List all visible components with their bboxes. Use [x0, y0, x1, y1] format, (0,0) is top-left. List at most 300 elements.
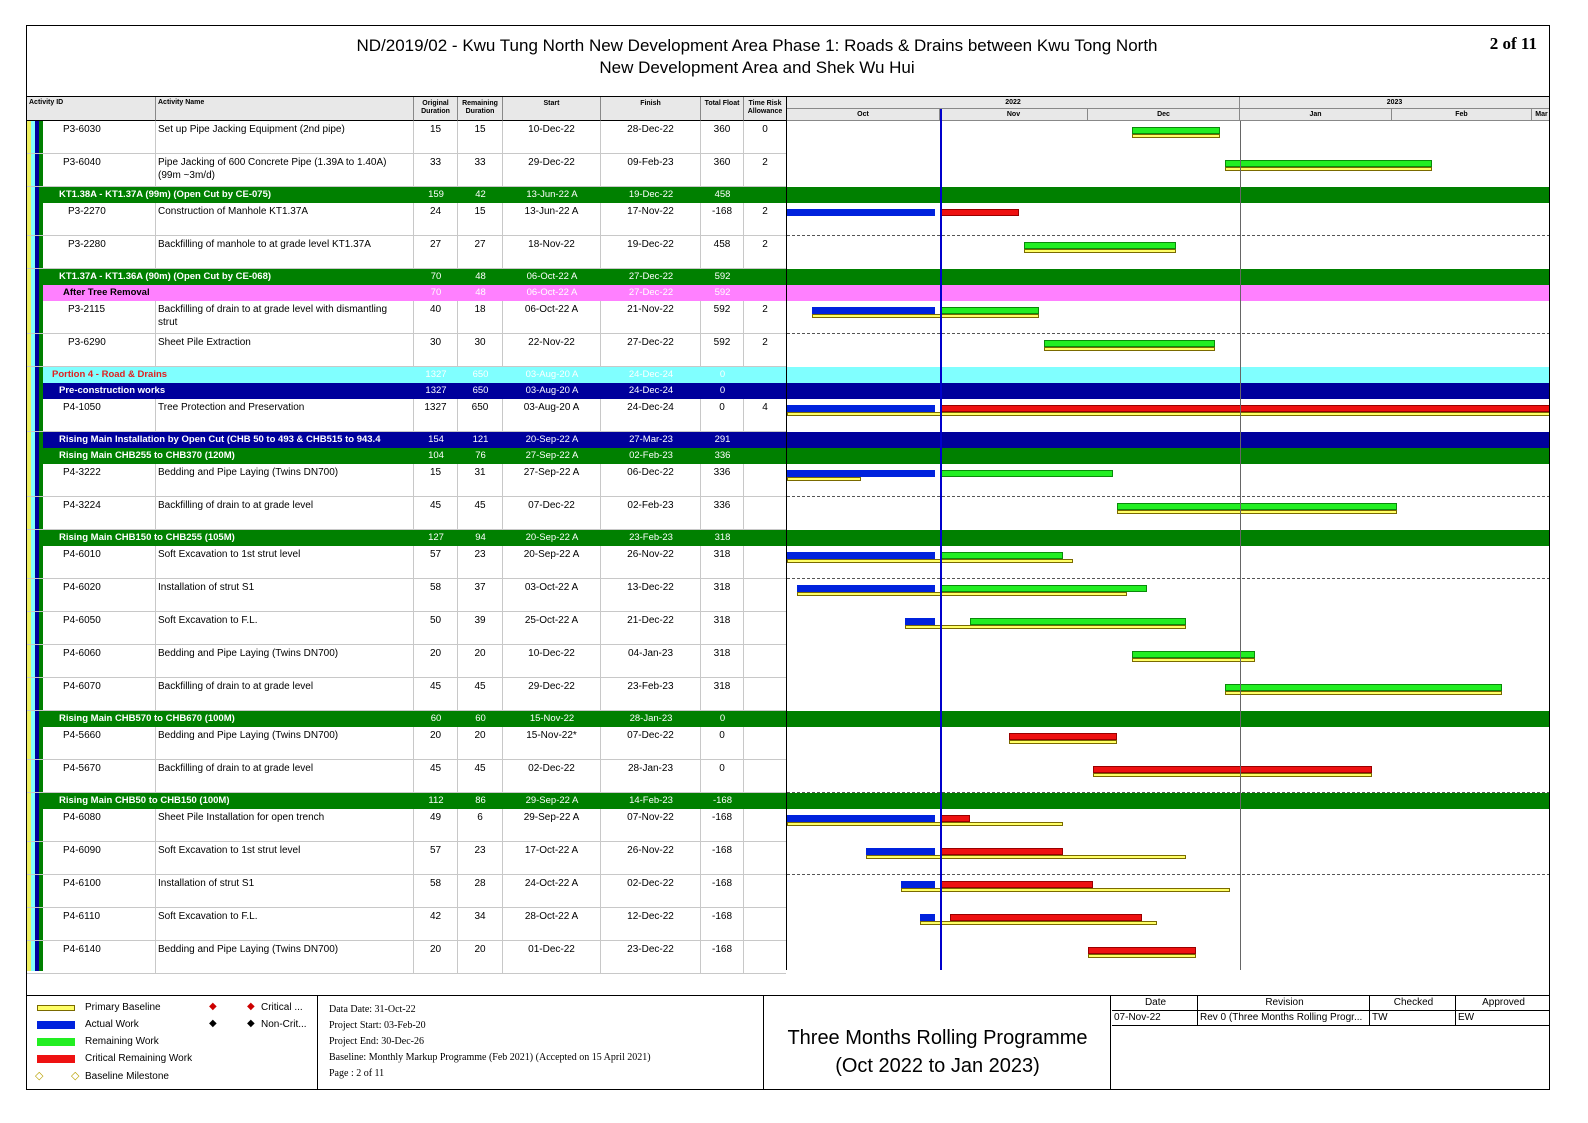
activity-id: P4-6010: [63, 546, 156, 578]
gantt-wbs-band: [787, 793, 1549, 809]
footer: [27, 995, 1549, 1089]
wbs-finish: 23-Feb-23: [629, 532, 673, 543]
activity-row[interactable]: [27, 546, 786, 579]
wbs-tf: 0: [719, 713, 726, 724]
start-date: 10-Dec-22: [503, 121, 601, 153]
revision-table: [1112, 996, 1549, 1090]
critical-milestone-icon: ◆: [209, 1001, 217, 1012]
remaining-duration: 20: [458, 645, 503, 677]
total-float: -168: [701, 809, 744, 841]
remaining-duration: 45: [458, 678, 503, 710]
legend-actual-work: [27, 1018, 207, 1032]
col-header-activity-name[interactable]: Activity Name: [156, 97, 414, 121]
col-header-original-duration[interactable]: Original Duration: [414, 97, 458, 121]
time-risk-allowance: 2: [762, 239, 768, 250]
primary-baseline-bar[interactable]: [787, 477, 861, 481]
legend-label: Actual Work: [85, 1019, 139, 1030]
remaining-work-bar[interactable]: [1132, 127, 1220, 134]
activity-id: P4-6050: [63, 612, 156, 644]
actual-work-bar[interactable]: [787, 552, 935, 559]
wbs-start: 03-Aug-20 A: [525, 369, 579, 380]
wbs-name: Rising Main CHB150 to CHB255 (105M): [59, 532, 235, 543]
activity-name: Soft Excavation to 1st strut level: [158, 546, 414, 578]
activity-name-line: (99m ~3m/d): [158, 170, 215, 181]
year-label: 2023: [1240, 97, 1549, 109]
legend-label: Non-Crit...: [261, 1019, 307, 1030]
activity-name: Tree Protection and Preservation: [158, 399, 414, 431]
activity-id: P3-6030: [63, 121, 156, 153]
primary-baseline-bar[interactable]: [1225, 167, 1432, 171]
wbs-finish: 27-Dec-22: [628, 287, 674, 298]
col-header-time-risk-allowance[interactable]: Time Risk Allowance: [744, 97, 786, 121]
col-header-activity-id[interactable]: Activity ID: [27, 97, 156, 121]
gantt-wbs-band: [787, 187, 1549, 203]
actual-work-bar[interactable]: [905, 618, 935, 625]
remaining-duration: 23: [458, 842, 503, 874]
wbs-od: 154: [428, 434, 444, 445]
primary-baseline-bar[interactable]: [1024, 249, 1176, 253]
wbs-name: KT1.38A - KT1.37A (99m) (Open Cut by CE-075): [59, 189, 272, 200]
title-line-1: ND/2019/02 - Kwu Tung North New Development Area Phase 1: Roads & Drains between Kwu Tong North: [356, 36, 1158, 55]
gantt-wbs-band: [787, 383, 1549, 399]
revision-approved: EW: [1456, 1011, 1549, 1026]
primary-baseline-bar[interactable]: [787, 822, 1063, 826]
original-duration: 49: [414, 809, 458, 841]
remaining-duration: 30: [458, 334, 503, 366]
wbs-band[interactable]: [27, 432, 786, 448]
start-date: 13-Jun-22 A: [503, 203, 601, 235]
total-float: -168: [701, 941, 744, 973]
legend-critical: [207, 1001, 317, 1015]
total-float: 0: [701, 760, 744, 792]
wbs-start: 06-Oct-22 A: [526, 287, 578, 298]
original-duration: 20: [414, 941, 458, 973]
critical-remaining-bar[interactable]: [940, 881, 1093, 888]
remaining-work-bar[interactable]: [940, 307, 1039, 314]
activity-row[interactable]: [27, 464, 786, 497]
activity-row[interactable]: [27, 399, 786, 432]
activity-name: Soft Excavation to F.L.: [158, 612, 414, 644]
wbs-rd: 650: [472, 385, 489, 396]
primary-baseline-bar[interactable]: [1088, 954, 1196, 958]
primary-baseline-bar[interactable]: [787, 412, 1549, 416]
gantt-wbs-band: [787, 432, 1549, 448]
start-date: 29-Dec-22: [503, 154, 601, 186]
original-duration: 24: [414, 203, 458, 235]
activity-name: Installation of strut S1: [158, 579, 414, 611]
activity-name-line: strut: [158, 317, 178, 328]
wbs-band[interactable]: [27, 448, 786, 464]
revision-date: 07-Nov-22: [1112, 1011, 1198, 1026]
original-duration: 45: [414, 678, 458, 710]
time-risk-allowance: 0: [762, 124, 768, 135]
finish-date: 13-Dec-22: [601, 579, 701, 611]
remaining-work-bar[interactable]: [1044, 340, 1216, 347]
original-duration: 1327: [414, 399, 458, 431]
baseline-milestone-icon: ◇: [35, 1070, 44, 1082]
wbs-rd: 48: [475, 287, 486, 298]
wbs-start: 20-Sep-22 A: [525, 532, 579, 543]
primary-baseline-bar[interactable]: [1225, 691, 1502, 695]
primary-baseline-bar[interactable]: [797, 592, 1127, 596]
activity-row[interactable]: [27, 760, 786, 793]
finish-date: 26-Nov-22: [601, 842, 701, 874]
wbs-start: 13-Jun-22 A: [526, 189, 578, 200]
remaining-work-bar[interactable]: [1132, 651, 1255, 658]
total-float: -168: [701, 842, 744, 874]
legend-primary-baseline: [27, 1001, 207, 1015]
actual-work-bar[interactable]: [787, 405, 935, 412]
wbs-tf: -168: [712, 795, 732, 806]
critical-remaining-bar[interactable]: [940, 209, 1019, 216]
start-date: 03-Aug-20 A: [503, 399, 601, 431]
total-float: 0: [701, 399, 744, 431]
legend-critical-remaining-work: [27, 1052, 217, 1066]
gantt-timeline: [786, 96, 1549, 970]
time-risk-allowance: 2: [762, 157, 768, 168]
start-date: 02-Dec-22: [503, 760, 601, 792]
activity-row[interactable]: [27, 875, 786, 908]
remaining-work-bar[interactable]: [1024, 242, 1176, 249]
start-date: 20-Sep-22 A: [503, 546, 601, 578]
activity-row[interactable]: [27, 908, 786, 941]
primary-baseline-bar[interactable]: [812, 314, 1039, 318]
revision-header-revision: Revision: [1198, 996, 1370, 1011]
finish-date: 19-Dec-22: [601, 236, 701, 268]
critical-remaining-bar[interactable]: [940, 815, 970, 822]
wbs-rd: 121: [472, 434, 489, 445]
time-risk-allowance: 4: [762, 402, 768, 413]
wbs-start: 15-Nov-22: [529, 713, 575, 724]
non-critical-milestone-icon: ◆: [209, 1018, 217, 1029]
actual-work-bar[interactable]: [866, 848, 935, 855]
activity-name: Construction of Manhole KT1.37A: [158, 203, 414, 235]
activity-row[interactable]: [27, 121, 786, 154]
finish-date: 26-Nov-22: [601, 546, 701, 578]
primary-baseline-bar[interactable]: [787, 559, 1073, 563]
wbs-tf: 291: [714, 434, 731, 445]
wbs-band[interactable]: [27, 711, 786, 727]
remaining-duration: 650: [458, 399, 503, 431]
baseline-milestone-icon: ◇: [71, 1070, 80, 1082]
activity-name-line: Pipe Jacking of 600 Concrete Pipe (1.39A to 1.40A): [158, 157, 387, 168]
critical-remaining-bar[interactable]: [1088, 947, 1196, 954]
remaining-work-bar[interactable]: [940, 585, 1147, 592]
col-header-start[interactable]: Start: [503, 97, 601, 121]
col-header-finish[interactable]: Finish: [601, 97, 701, 121]
original-duration: 20: [414, 727, 458, 759]
actual-work-bar[interactable]: [797, 585, 935, 592]
wbs-rd: 42: [475, 189, 486, 200]
activity-row[interactable]: [27, 941, 786, 974]
actual-work-bar[interactable]: [920, 914, 935, 921]
activity-id: P4-5660: [63, 727, 156, 759]
remaining-duration: 6: [458, 809, 503, 841]
activity-id: P4-6020: [63, 579, 156, 611]
time-risk-allowance: [744, 809, 786, 841]
programme-title-line-1: Three Months Rolling Programme: [787, 1027, 1088, 1049]
wbs-finish: 27-Dec-22: [628, 271, 674, 282]
finish-date: 27-Dec-22: [601, 334, 701, 366]
critical-remaining-bar[interactable]: [940, 848, 1063, 855]
wbs-rd: 48: [475, 271, 486, 282]
activity-row[interactable]: [27, 579, 786, 612]
wbs-name: KT1.37A - KT1.36A (90m) (Open Cut by CE-068): [59, 271, 272, 282]
remaining-work-bar[interactable]: [970, 618, 1186, 625]
total-float: -168: [701, 908, 744, 940]
finish-date: 04-Jan-23: [601, 645, 701, 677]
activity-row[interactable]: [27, 809, 786, 842]
wbs-band[interactable]: [27, 187, 786, 203]
activity-row[interactable]: [27, 645, 786, 678]
finish-date: 17-Nov-22: [601, 203, 701, 235]
finish-date: 06-Dec-22: [601, 464, 701, 496]
wbs-od: 104: [428, 450, 444, 461]
remaining-work-bar[interactable]: [1117, 503, 1397, 510]
original-duration: 40: [414, 301, 458, 333]
wbs-name: Rising Main Installation by Open Cut (CHB 50 to 493 & CHB515 to 943.4: [59, 434, 381, 445]
primary-baseline-bar[interactable]: [1132, 134, 1220, 138]
total-float: 592: [701, 334, 744, 366]
revision-checked: TW: [1370, 1011, 1456, 1026]
finish-date: 09-Feb-23: [601, 154, 701, 186]
activity-id: P4-6110: [63, 908, 156, 940]
total-float: 318: [701, 579, 744, 611]
start-date: 06-Oct-22 A: [503, 301, 601, 333]
finish-date: 12-Dec-22: [601, 908, 701, 940]
actual-work-bar[interactable]: [787, 815, 935, 822]
year-label: 2022: [787, 97, 1240, 109]
wbs-rd: 650: [472, 369, 489, 380]
original-duration: 50: [414, 612, 458, 644]
gantt-separator: [787, 578, 1549, 579]
start-date: 29-Sep-22 A: [503, 809, 601, 841]
col-header-total-float[interactable]: Total Float: [701, 97, 744, 121]
wbs-band[interactable]: [27, 285, 786, 301]
total-float: -168: [701, 203, 744, 235]
primary-baseline-bar[interactable]: [866, 855, 1186, 859]
legend-label: Critical ...: [261, 1002, 303, 1013]
activity-id: P3-2270: [68, 203, 156, 235]
remaining-duration: 15: [458, 121, 503, 153]
remaining-duration: 33: [458, 154, 503, 186]
wbs-band[interactable]: [27, 793, 786, 809]
title-line-2: New Development Area and Shek Wu Hui: [599, 58, 915, 77]
activity-row[interactable]: [27, 612, 786, 645]
programme-title: [765, 996, 1111, 1090]
wbs-od: 1327: [425, 369, 447, 380]
primary-baseline-bar[interactable]: [920, 921, 1156, 925]
activity-row[interactable]: [27, 236, 786, 269]
activity-id: P3-2115: [68, 301, 156, 333]
wbs-od: 112: [428, 795, 444, 806]
original-duration: 58: [414, 875, 458, 907]
activity-id: P3-2280: [68, 236, 156, 268]
wbs-finish: 28-Jan-23: [629, 713, 673, 724]
activity-row[interactable]: [27, 727, 786, 760]
gantt-wbs-band: [787, 285, 1549, 301]
wbs-band[interactable]: [27, 367, 786, 383]
activity-row[interactable]: [27, 678, 786, 711]
activity-row[interactable]: [27, 842, 786, 875]
page-title: [257, 35, 1257, 79]
revision-header-date: Date: [1112, 996, 1198, 1011]
finish-date: 23-Feb-23: [601, 678, 701, 710]
finish-date: 23-Dec-22: [601, 941, 701, 973]
activity-name: Sheet Pile Extraction: [158, 334, 414, 366]
remaining-duration: 45: [458, 760, 503, 792]
finish-date: 28-Dec-22: [601, 121, 701, 153]
activity-name: Backfilling of drain to at grade level: [158, 760, 414, 792]
title-block: [27, 26, 1549, 96]
activity-row[interactable]: [27, 334, 786, 367]
original-duration: 57: [414, 842, 458, 874]
wbs-band[interactable]: [27, 269, 786, 285]
wbs-tf: 318: [714, 532, 731, 543]
activity-row[interactable]: [27, 301, 786, 334]
wbs-tf: 458: [714, 189, 731, 200]
activity-id: P4-1050: [63, 399, 156, 431]
gantt-separator: [787, 333, 1549, 334]
original-duration: 20: [414, 645, 458, 677]
original-duration: 15: [414, 121, 458, 153]
project-end: Project End: 30-Dec-26: [329, 1036, 424, 1047]
original-duration: 45: [414, 497, 458, 529]
original-duration: 30: [414, 334, 458, 366]
wbs-start: 29-Sep-22 A: [525, 795, 579, 806]
finish-date: 02-Dec-22: [601, 875, 701, 907]
total-float: 318: [701, 645, 744, 677]
finish-date: 02-Feb-23: [601, 497, 701, 529]
remaining-work-bar[interactable]: [1225, 160, 1432, 167]
critical-remaining-bar[interactable]: [940, 405, 1549, 412]
gantt-wbs-band: [787, 530, 1549, 546]
time-risk-allowance: [744, 546, 786, 578]
start-date: 24-Oct-22 A: [503, 875, 601, 907]
year-boundary-line: [1240, 121, 1241, 970]
wbs-od: 1327: [425, 385, 447, 396]
activity-row[interactable]: [27, 497, 786, 530]
gantt-separator: [787, 496, 1549, 497]
remaining-work-bar[interactable]: [1225, 684, 1502, 691]
legend-remaining-work: [27, 1035, 207, 1049]
start-date: 18-Nov-22: [503, 236, 601, 268]
wbs-rd: 60: [475, 713, 486, 724]
actual-work-bar[interactable]: [901, 881, 936, 888]
wbs-od: 127: [428, 532, 444, 543]
wbs-band[interactable]: [27, 530, 786, 546]
finish-date: 07-Nov-22: [601, 809, 701, 841]
col-header-remaining-duration[interactable]: Remaining Duration: [458, 97, 503, 121]
data-date-line: [940, 109, 942, 970]
activity-name: Installation of strut S1: [158, 875, 414, 907]
actual-work-bar[interactable]: [812, 307, 935, 314]
remaining-duration: 37: [458, 579, 503, 611]
legend-label: Baseline Milestone: [85, 1071, 169, 1082]
start-date: 01-Dec-22: [503, 941, 601, 973]
primary-baseline-bar[interactable]: [1093, 773, 1372, 777]
time-risk-allowance: [744, 612, 786, 644]
wbs-start: 27-Sep-22 A: [525, 450, 579, 461]
gantt-wbs-band: [787, 269, 1549, 285]
primary-baseline-bar[interactable]: [901, 888, 1231, 892]
primary-baseline-bar[interactable]: [1009, 740, 1117, 744]
remaining-duration: 28: [458, 875, 503, 907]
start-date: 22-Nov-22: [503, 334, 601, 366]
programme-title-line-2: (Oct 2022 to Jan 2023): [835, 1055, 1040, 1077]
wbs-od: 70: [430, 271, 442, 282]
activity-table: [27, 96, 786, 970]
activity-row[interactable]: [27, 203, 786, 236]
project-start: Project Start: 03-Feb-20: [329, 1020, 426, 1031]
actual-work-bar[interactable]: [787, 209, 935, 216]
activity-name: Backfilling of manhole to at grade level KT1.37A: [158, 236, 414, 268]
total-float: 336: [701, 497, 744, 529]
total-float: 360: [701, 154, 744, 186]
primary-baseline-bar[interactable]: [905, 625, 1186, 629]
wbs-finish: 27-Mar-23: [629, 434, 673, 445]
activity-id: P4-6070: [63, 678, 156, 710]
time-risk-allowance: 2: [762, 206, 768, 217]
activity-name: [158, 154, 414, 186]
activity-row[interactable]: [27, 154, 786, 187]
remaining-duration: 34: [458, 908, 503, 940]
wbs-tf: 0: [719, 369, 726, 380]
schedule-page: [26, 25, 1550, 1090]
activity-id: P3-6290: [68, 334, 156, 366]
critical-remaining-bar[interactable]: [950, 914, 1142, 921]
baseline-info: Baseline: Monthly Markup Programme (Feb 2021) (Accepted on 15 April 2021): [329, 1052, 651, 1063]
month-label: Dec: [1088, 109, 1240, 121]
critical-remaining-bar[interactable]: [1009, 733, 1117, 740]
critical-remaining-bar[interactable]: [1093, 766, 1372, 773]
time-risk-allowance: 2: [762, 337, 768, 348]
remaining-duration: 18: [458, 301, 503, 333]
start-date: 15-Nov-22*: [503, 727, 601, 759]
remaining-swatch: [37, 1038, 75, 1046]
wbs-name: Portion 4 - Road & Drains: [52, 369, 168, 380]
total-float: 592: [701, 301, 744, 333]
time-risk-allowance: [744, 579, 786, 611]
activity-name: Bedding and Pipe Laying (Twins DN700): [158, 941, 414, 973]
time-risk-allowance: [744, 875, 786, 907]
wbs-name: Pre-construction works: [59, 385, 166, 396]
primary-baseline-bar[interactable]: [1132, 658, 1255, 662]
start-date: 03-Oct-22 A: [503, 579, 601, 611]
remaining-work-bar[interactable]: [940, 470, 1113, 477]
activity-name: Bedding and Pipe Laying (Twins DN700): [158, 645, 414, 677]
revision-description: Rev 0 (Three Months Rolling Progr...: [1198, 1011, 1370, 1026]
wbs-tf: 592: [714, 271, 731, 282]
revision-header-checked: Checked: [1370, 996, 1456, 1011]
total-float: 318: [701, 678, 744, 710]
original-duration: 27: [414, 236, 458, 268]
remaining-duration: 39: [458, 612, 503, 644]
wbs-finish: 24-Dec-24: [628, 369, 674, 380]
wbs-band[interactable]: [27, 383, 786, 399]
remaining-work-bar[interactable]: [940, 552, 1063, 559]
wbs-name: Rising Main CHB50 to CHB150 (100M): [59, 795, 230, 806]
actual-work-bar[interactable]: [787, 470, 935, 477]
remaining-duration: 20: [458, 727, 503, 759]
primary-baseline-bar[interactable]: [1117, 510, 1397, 514]
activity-name: Bedding and Pipe Laying (Twins DN700): [158, 464, 414, 496]
activity-id: P4-3222: [63, 464, 156, 496]
legend-non-critical: [207, 1018, 317, 1032]
activity-name: Backfilling of drain to at grade level: [158, 497, 414, 529]
primary-baseline-bar[interactable]: [1044, 347, 1216, 351]
remaining-duration: 15: [458, 203, 503, 235]
